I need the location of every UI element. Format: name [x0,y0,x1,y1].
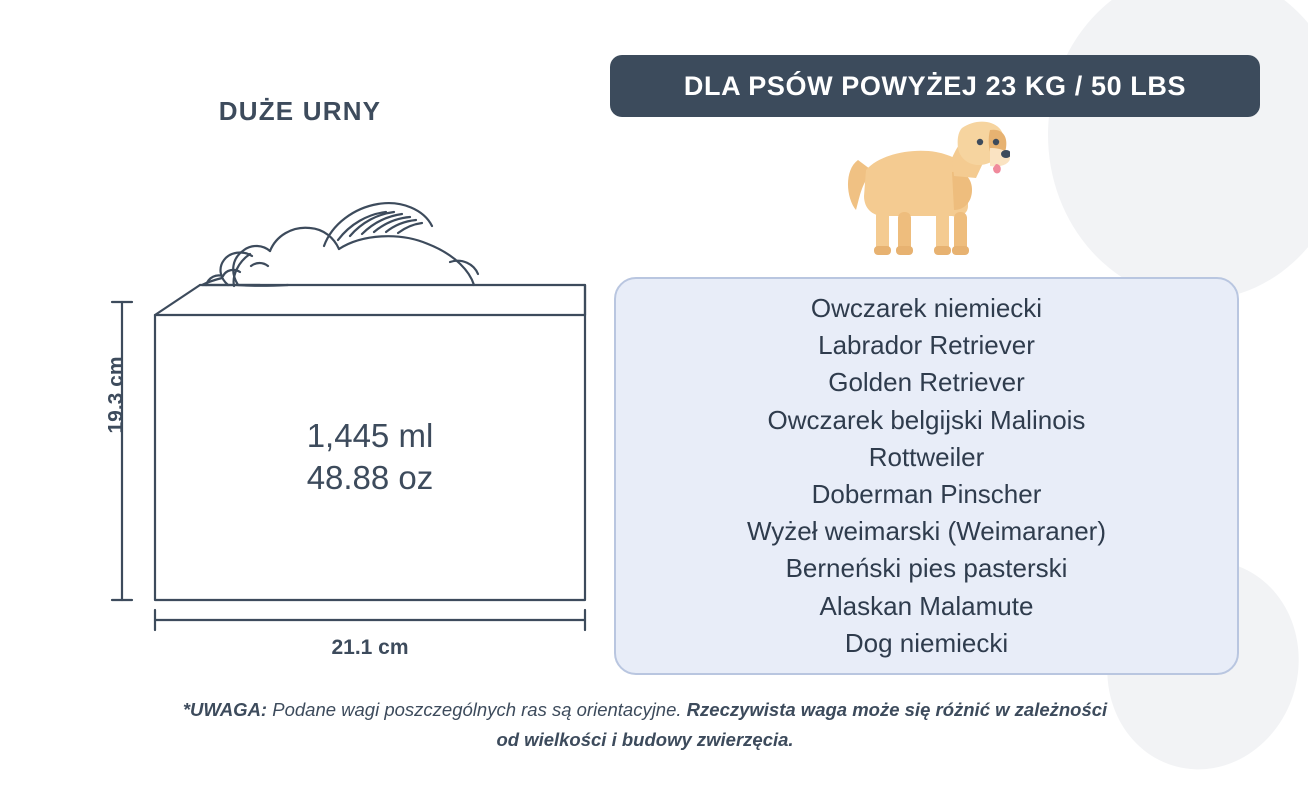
width-label: 21.1 cm [331,636,409,659]
golden-retriever-icon [840,118,1010,268]
volume-ml: 1,445 ml [306,417,434,454]
list-item: Owczarek niemiecki [810,293,1043,324]
urn-size-panel [0,0,600,788]
width-dimension-line [155,610,585,630]
list-item: Alaskan Malamute [819,590,1034,621]
breed-list-box [614,277,1239,675]
list-item: Berneński pies pasterski [785,553,1068,584]
weight-range-badge [610,55,1260,117]
volume-readout [155,415,585,498]
height-dimension-line [112,302,132,600]
disclaimer-prefix: *UWAGA: [182,699,268,720]
list-item: Rottweiler [868,441,985,472]
urn-illustration [110,150,610,650]
list-item: Wyżeł weimarski (Weimaraner) [747,516,1106,547]
list-item: Dog niemiecki [844,627,1009,658]
list-item: Doberman Pinscher [811,479,1042,509]
list-item: Owczarek belgijski Malinois [767,404,1086,435]
list-item: Labrador Retriever [818,330,1035,361]
disclaimer-emphasis: Rzeczywista waga może się różnić w zależności od wielkości i budowy zwierzęcia. [496,699,1108,750]
disclaimer-text: Podane wagi poszczególnych ras są orientacyjne. [267,699,687,720]
panel-title: DUŻE URNY [218,96,382,126]
volume-oz: 48.88 oz [306,458,434,496]
weight-range-badge-label: DLA PSÓW POWYŻEJ 23 KG / 50 LBS [683,70,1187,101]
height-label: 19.3 cm [104,356,128,434]
list-item: Golden Retriever [828,367,1025,398]
disclaimer-note [180,695,1110,754]
